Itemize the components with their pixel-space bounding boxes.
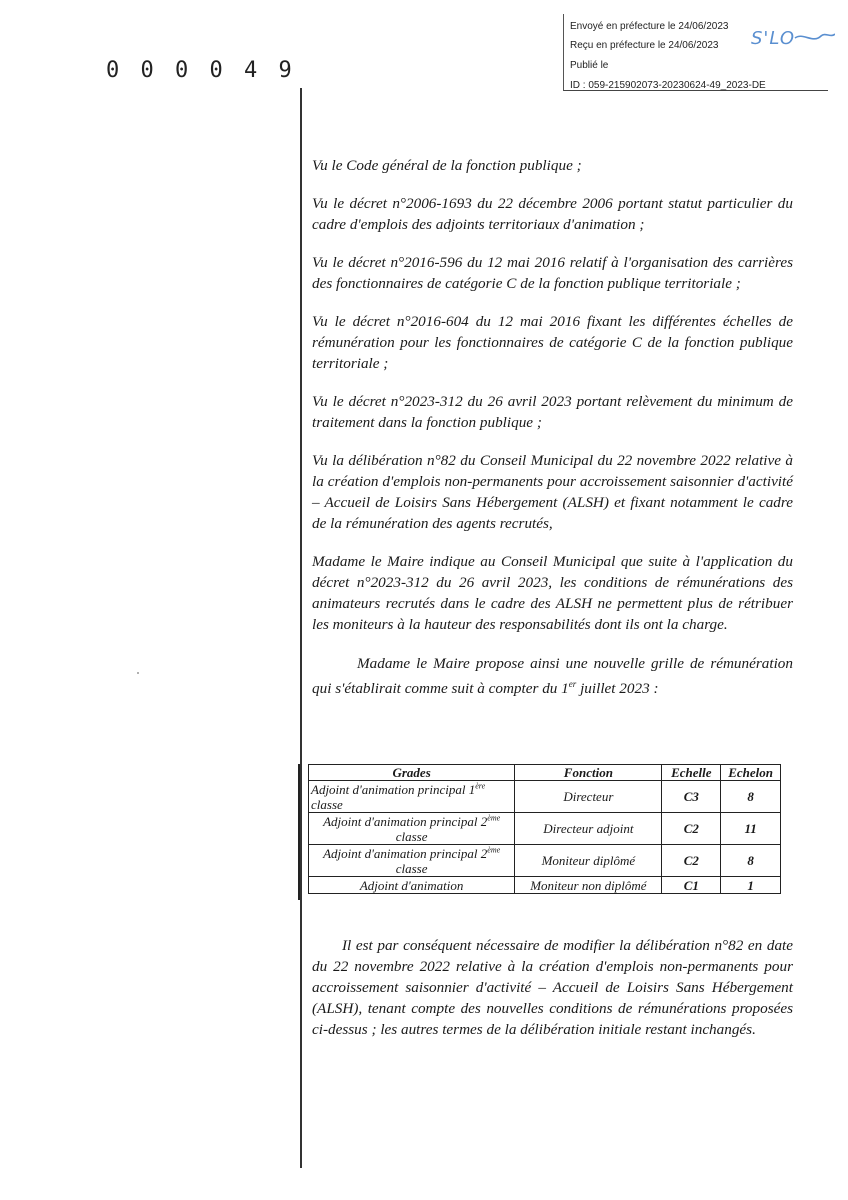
signature-icon (751, 28, 835, 54)
cell-echelle: C1 (662, 877, 721, 894)
stamp-received-date: Reçu en préfecture le 24/06/2023 (570, 40, 719, 51)
consideration-6: Vu la délibération n°82 du Conseil Municipal du 22 novembre 2022 relative à la création d'emplois non-permanents pour accroissement saisonnier d'activité – Accueil de Loisirs Sans Hébergement (ALSH) et fixant notamment le cadre de la rémunération des agents recrutés, (312, 452, 793, 532)
scan-speck (137, 672, 139, 674)
cell-fonction: Directeur (515, 781, 662, 813)
table-row (309, 877, 781, 894)
table-header-row (309, 765, 781, 781)
cell-grade: Adjoint d'animation principal 2ème classe (309, 813, 515, 845)
signature-text: S'LO (751, 28, 796, 49)
mayor-statement: Madame le Maire indique au Conseil Municipal que suite à l'application du décret n°2023-312 du 26 avril 2023, les conditions de rémunérations des animateurs recrutés dans le cadre des ALSH ne permettent plus de rétribuer les moniteurs à la hauteur des responsabilités dont ils ont la charge. (312, 553, 793, 633)
cell-grade: Adjoint d'animation principal 2ème classe (309, 845, 515, 877)
cell-grade: Adjoint d'animation (309, 877, 515, 894)
consideration-5: Vu le décret n°2023-312 du 26 avril 2023 portant relèvement du minimum de traitement dans la fonction publique ; (312, 393, 793, 431)
cell-grade: Adjoint d'animation principal 1ère classe (309, 781, 515, 813)
proposal-sup: er (568, 679, 577, 689)
remuneration-table (308, 764, 781, 894)
consideration-2: Vu le décret n°2006-1693 du 22 décembre 2006 portant statut particulier du cadre d'emplois des adjoints territoriaux d'animation ; (312, 195, 793, 233)
cell-echelle: C2 (662, 813, 721, 845)
cell-echelle: C3 (662, 781, 721, 813)
cell-echelon: 11 (721, 813, 781, 845)
table-row (309, 781, 781, 813)
table-row (309, 813, 781, 845)
stamp-sent-date: Envoyé en préfecture le 24/06/2023 (570, 21, 729, 32)
table-row (309, 845, 781, 877)
consideration-3: Vu le décret n°2016-596 du 12 mai 2016 relatif à l'organisation des carrières des fonctionnaires de catégorie C de la fonction publique territoriale ; (312, 254, 793, 292)
cell-echelon: 1 (721, 877, 781, 894)
proposal-paragraph (312, 654, 793, 699)
cell-fonction: Moniteur non diplômé (515, 877, 662, 894)
cell-fonction: Moniteur diplômé (515, 845, 662, 877)
cell-echelon: 8 (721, 845, 781, 877)
cell-fonction: Directeur adjoint (515, 813, 662, 845)
margin-rule (300, 88, 302, 1168)
header-grades: Grades (309, 765, 515, 781)
stamp-id: ID : 059-215902073-20230624-49_2023-DE (570, 80, 766, 91)
page-number: 0 0 0 0 4 9 (106, 58, 296, 83)
cell-echelon: 8 (721, 781, 781, 813)
consideration-1: Vu le Code général de la fonction publique ; (312, 157, 582, 174)
cell-echelle: C2 (662, 845, 721, 877)
consideration-4: Vu le décret n°2016-604 du 12 mai 2016 fixant les différentes échelles de rémunération pour les fonctionnaires de catégorie C de la fonction publique territoriale ; (312, 313, 793, 372)
proposal-before: Madame le Maire propose ainsi une nouvelle grille de rémunération qui s'établirait comme suit à compter du 1 (312, 655, 793, 698)
stamp-published: Publié le (570, 60, 609, 71)
document-body (312, 155, 793, 699)
header-fonction: Fonction (515, 765, 662, 781)
header-echelle: Echelle (662, 765, 721, 781)
header-echelon: Echelon (721, 765, 781, 781)
proposal-after: juillet 2023 : (576, 680, 659, 698)
closing-paragraph: Il est par conséquent nécessaire de modifier la délibération n°82 en date du 22 novembre 2022 relative à la création d'emplois non-permanents pour accroissement saisonnier d'activité – Accueil de Loisirs Sans Hébergement (ALSH), tenant compte des nouvelles conditions de rémunérations proposées ci-dessus ; les autres termes de la délibération initiale restant inchangés. (312, 937, 793, 1039)
